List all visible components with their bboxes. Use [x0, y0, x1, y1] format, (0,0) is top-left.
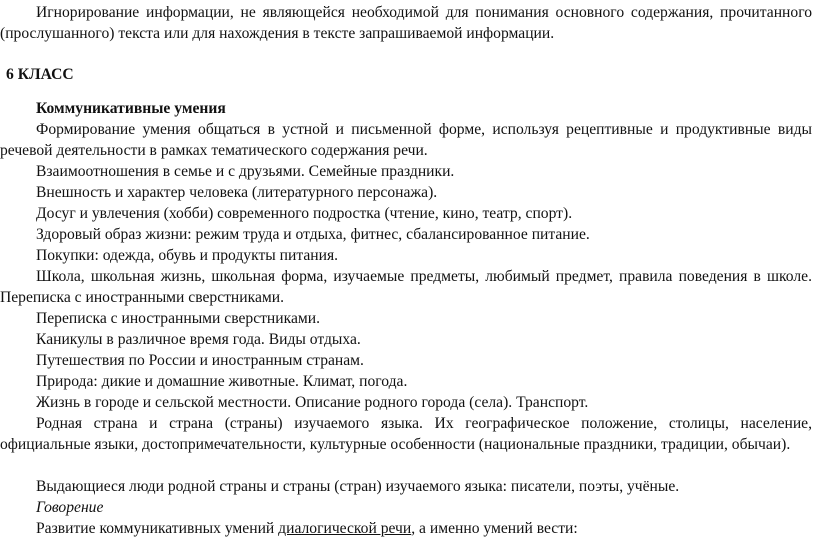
topic-line: Покупки: одежда, обувь и продукты питания. — [36, 247, 339, 264]
intro-paragraph: Игнорирование информации, не являющейся необходимой для понимания основного содержания, прочитанного (прослушанного) текста или для нахождения в тексте запрашиваемой информации. — [0, 4, 812, 42]
topic-line: Природа: дикие и домашние животные. Климат, погода. — [36, 373, 408, 390]
topic-line: Взаимоотношения в семье и с друзьями. Семейные праздники. — [36, 163, 455, 180]
topic-line: Путешествия по России и иностранным странам. — [36, 352, 364, 369]
topic-line: Жизнь в городе и сельской местности. Описание родного города (села). Транспорт. — [36, 394, 589, 411]
topic-line: Переписка с иностранными сверстниками. — [36, 310, 320, 327]
grade-heading: 6 КЛАСС — [6, 66, 74, 83]
dialogue-paragraph — [36, 518, 578, 539]
topic-line: Каникулы в различное время года. Виды отдыха. — [36, 331, 361, 348]
topic-line: Досуг и увлечения (хобби) современного подростка (чтение, кино, театр, спорт). — [36, 205, 573, 222]
topic-line: Здоровый образ жизни: режим труда и отдыха, фитнес, сбалансированное питание. — [36, 226, 590, 243]
people-paragraph: Выдающиеся люди родной страны и страны (стран) изучаемого языка: писатели, поэты, учёные. — [36, 478, 680, 495]
school-paragraph: Школа, школьная жизнь, школьная форма, изучаемые предметы, любимый предмет, правила поведения в школе. Переписка с иностранными сверстниками. — [0, 268, 812, 306]
topic-line: Внешность и характер человека (литературного персонажа). — [36, 184, 438, 201]
speaking-heading: Говорение — [36, 499, 104, 516]
skills-paragraph: Формирование умения общаться в устной и письменной форме, используя рецептивные и продуктивные виды речевой деятельности в рамках тематического содержания речи. — [0, 121, 812, 159]
dialogue-text-start: Развитие коммуникативных умений — [36, 520, 279, 537]
dialogic-speech-underlined: диалогической речи — [278, 520, 412, 537]
section-heading: Коммуникативные умения — [36, 100, 226, 117]
dialogue-text-end: , а именно умений вести: — [411, 520, 578, 537]
country-paragraph: Родная страна и страна (страны) изучаемого языка. Их географическое положение, столицы, население, официальные языки, достопримечательности, культурные особенности (национальные праздники, традиции, обычаи). — [0, 415, 812, 453]
